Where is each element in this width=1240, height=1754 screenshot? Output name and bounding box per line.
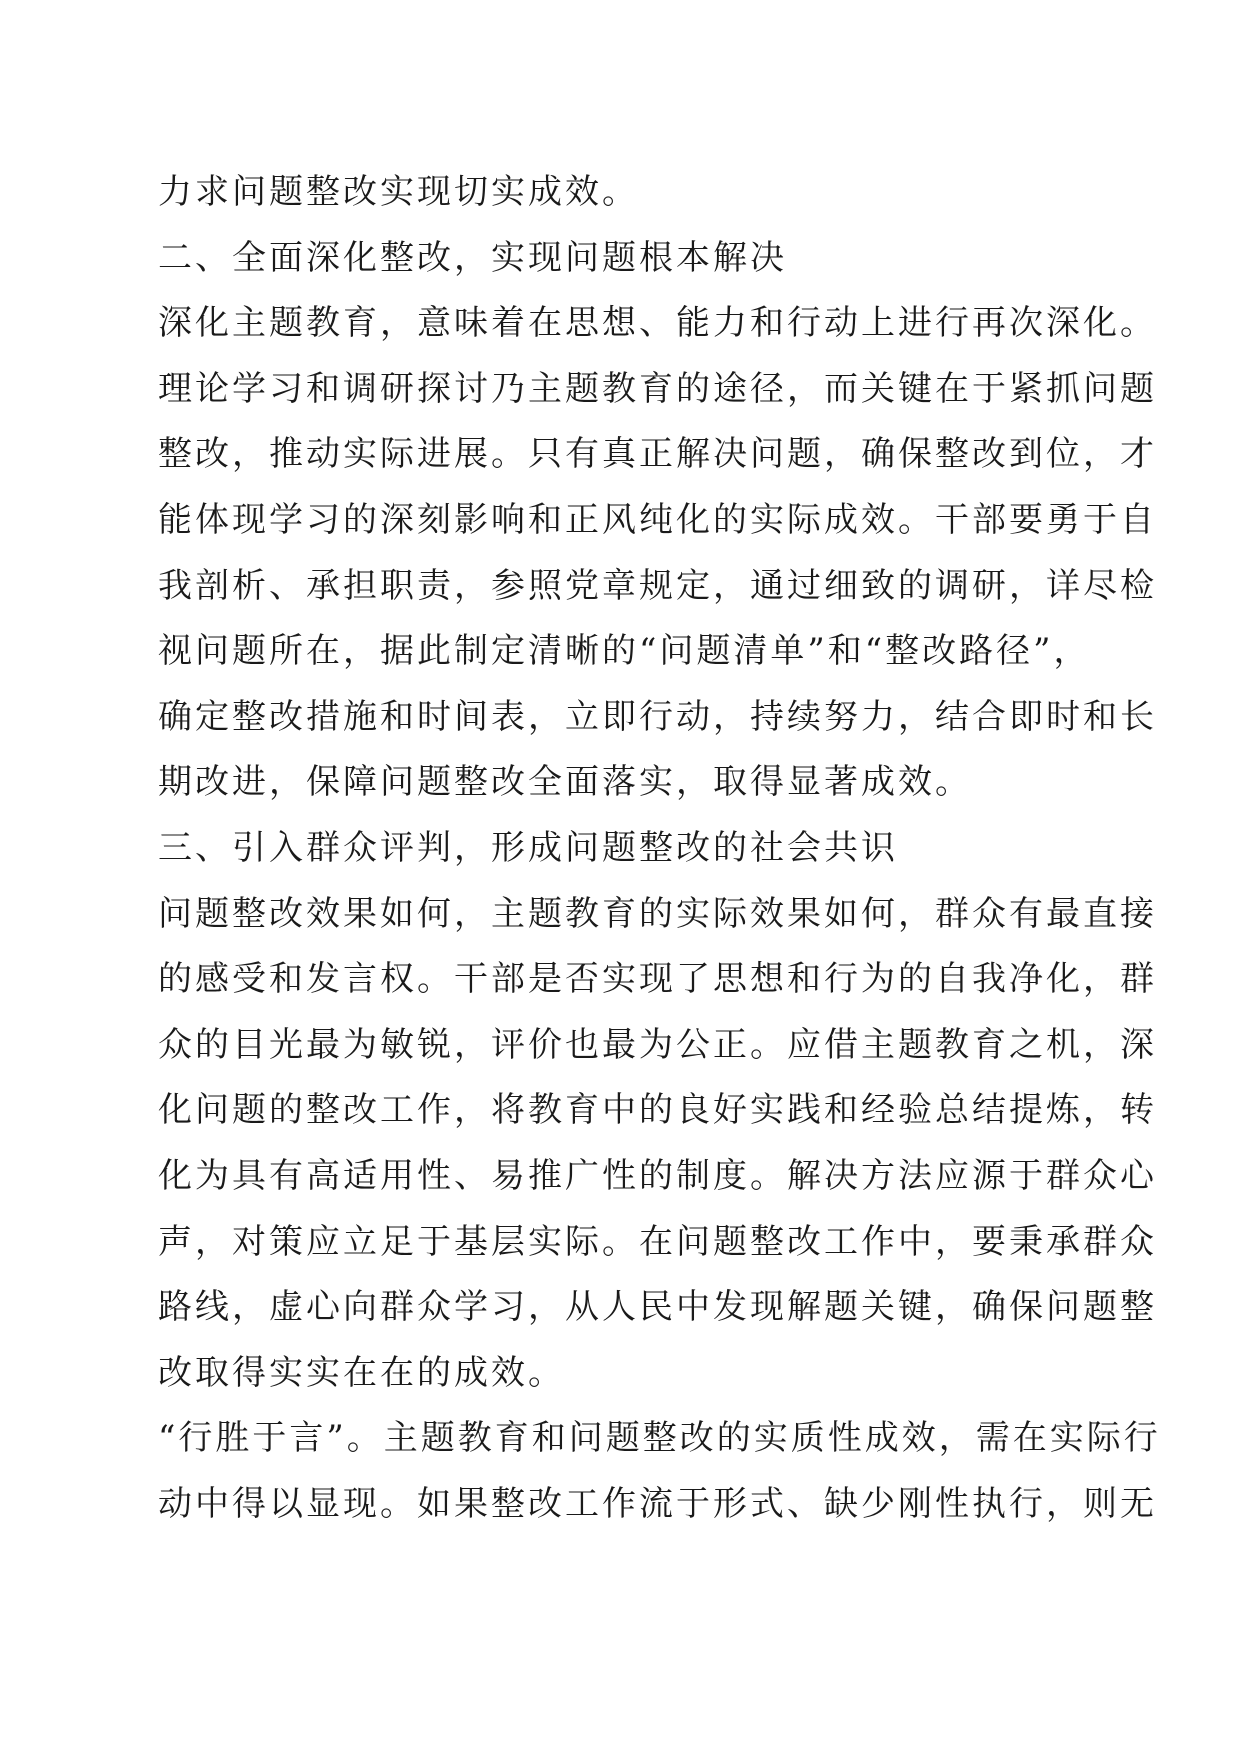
section-heading: 三、引入群众评判，形成问题整改的社会共识	[158, 827, 898, 868]
text-line: 确定整改措施和时间表，立即行动，持续努力，结合即时和长	[158, 696, 1157, 737]
text-line: 理论学习和调研探讨乃主题教育的途径，而关键在于紧抓问题	[158, 368, 1157, 409]
text-line: 声，对策应立足于基层实际。在问题整改工作中，要秉承群众	[158, 1221, 1157, 1262]
text-line: 力求问题整改实现切实成效。	[158, 172, 639, 212]
text-line: 的感受和发言权。干部是否实现了思想和行为的自我净化，群	[158, 959, 1157, 1000]
text-line: 整改，推动实际进展。只有真正解决问题，确保整改到位，才	[158, 434, 1157, 475]
text-line: 问题整改效果如何，主题教育的实际效果如何，群众有最直接	[158, 893, 1157, 934]
text-line: 期改进，保障问题整改全面落实，取得显著成效。	[158, 762, 972, 803]
document-body	[158, 160, 1161, 1537]
text-line: 深化主题教育，意味着在思想、能力和行动上进行再次深化。	[158, 303, 1157, 344]
text-line: 化为具有高适用性、易推广性的制度。解决方法应源于群众心	[158, 1155, 1157, 1196]
text-line: 我剖析、承担职责，参照党章规定，通过细致的调研，详尽检	[158, 565, 1157, 606]
text-line: 视问题所在，据此制定清晰的“问题清单”和“整改路径”，	[158, 631, 1091, 672]
section-heading: 二、全面深化整改，实现问题根本解决	[158, 237, 787, 278]
text-line: “行胜于言”。主题教育和问题整改的实质性成效，需在实际行	[158, 1418, 1161, 1459]
text-line: 路线，虚心向群众学习，从人民中发现解题关键，确保问题整	[158, 1287, 1157, 1328]
text-line: 改取得实实在在的成效。	[158, 1352, 565, 1393]
text-line: 化问题的整改工作，将教育中的良好实践和经验总结提炼，转	[158, 1090, 1157, 1131]
text-line: 动中得以显现。如果整改工作流于形式、缺少刚性执行，则无	[158, 1483, 1157, 1524]
text-line: 众的目光最为敏锐，评价也最为公正。应借主题教育之机，深	[158, 1024, 1157, 1065]
text-line: 能体现学习的深刻影响和正风纯化的实际成效。干部要勇于自	[158, 499, 1157, 540]
